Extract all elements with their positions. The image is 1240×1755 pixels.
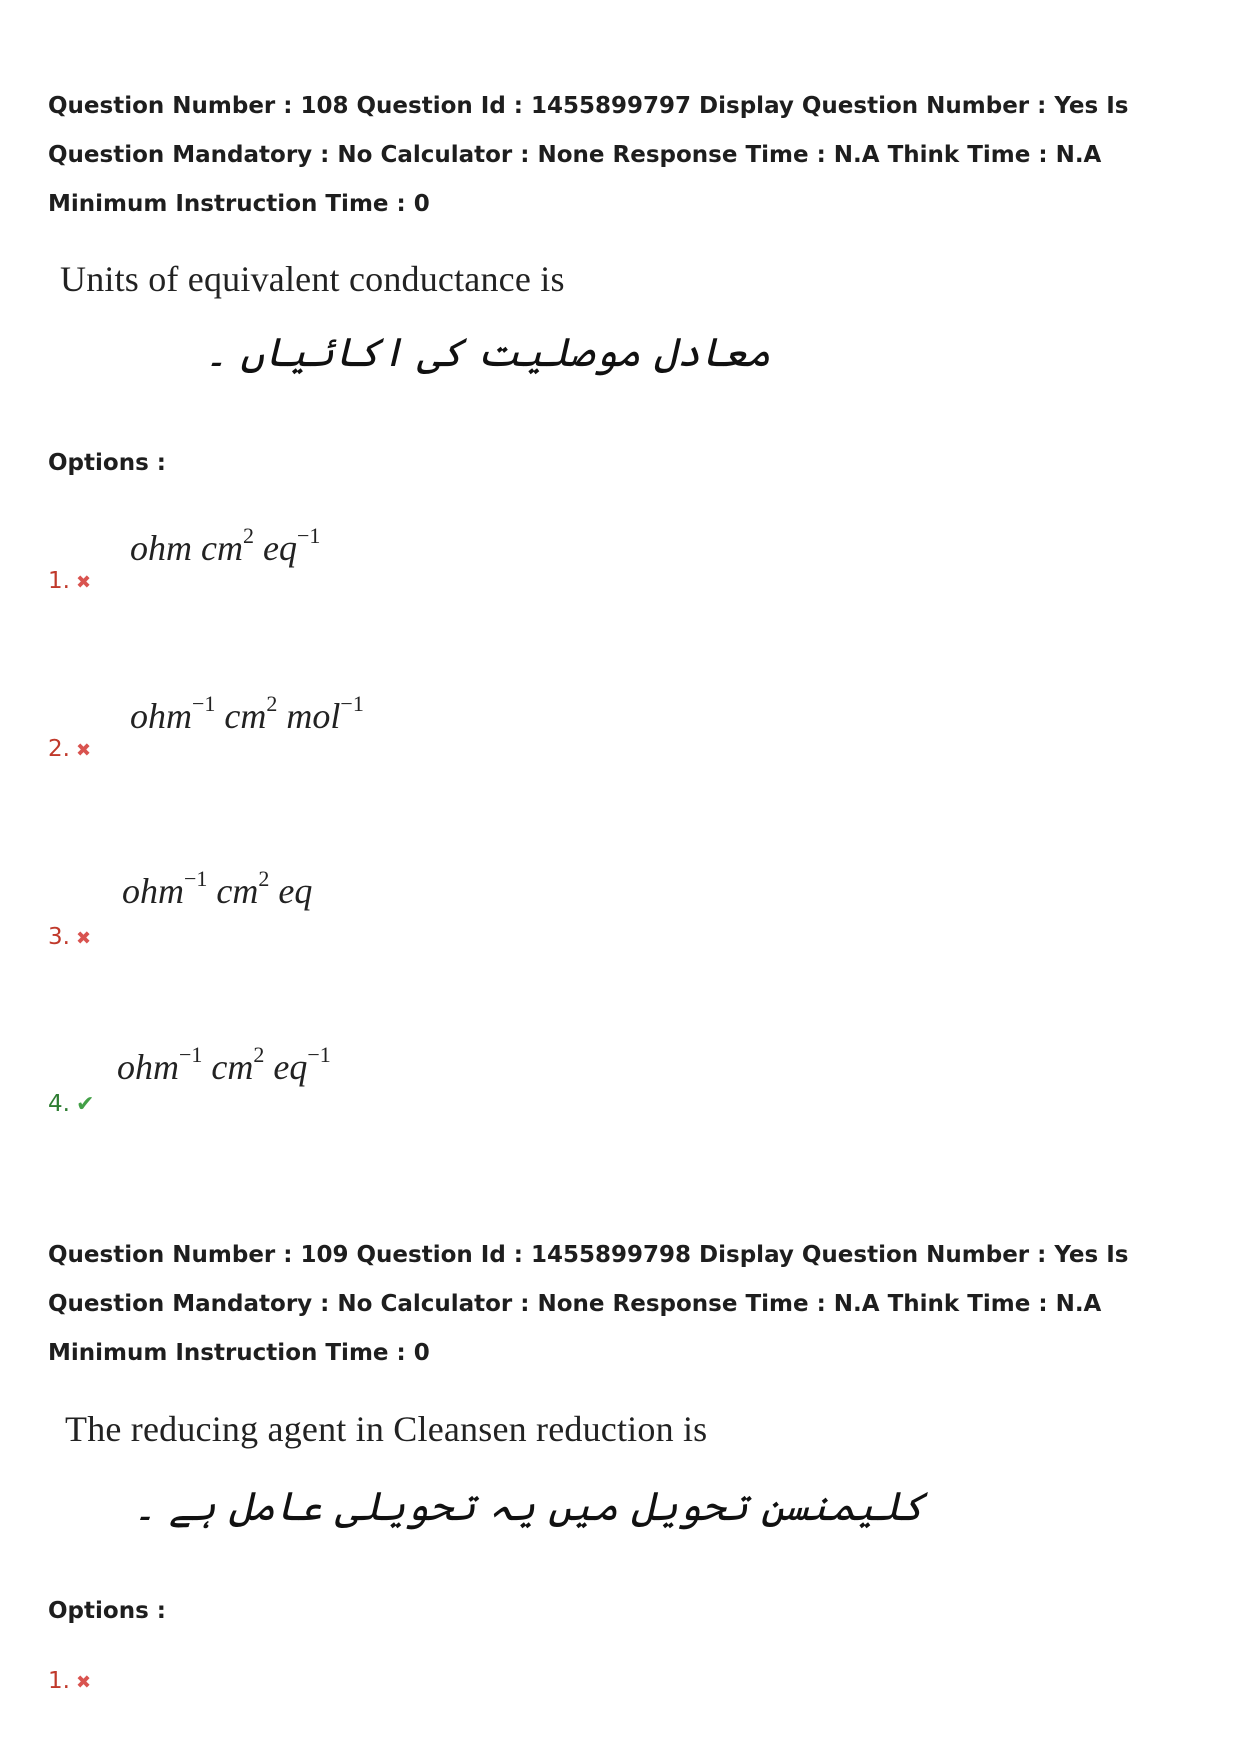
formula-exponent: −1 bbox=[296, 523, 321, 548]
options-label: Options : bbox=[48, 1598, 166, 1624]
question-text-urdu: کلیمنسن تحویل میں یہ تحویلی عامل ہے ۔ bbox=[132, 1484, 925, 1530]
option-number-text: 4. bbox=[48, 1091, 70, 1117]
formula-term: cm bbox=[201, 528, 243, 568]
formula-term: ohm bbox=[117, 1047, 179, 1087]
cross-icon: ✖ bbox=[75, 572, 92, 593]
option-number bbox=[48, 568, 91, 594]
formula-term: eq bbox=[273, 1047, 308, 1087]
cross-icon: ✖ bbox=[75, 740, 92, 761]
formula-term: cm bbox=[216, 871, 259, 911]
question-header: Question Number : 108 Question Id : 1455899797 Display Question Number : Yes Is Question Mandatory : No Calculator : None Response Time : N.A Think Time : N.A Minimum Instruction Time : 0 bbox=[48, 93, 1129, 217]
formula-exponent: 2 bbox=[258, 866, 270, 891]
formula-term: cm bbox=[224, 696, 267, 736]
formula-exponent: −1 bbox=[192, 691, 216, 716]
cross-icon: ✖ bbox=[75, 928, 92, 949]
check-icon: ✔ bbox=[75, 1092, 95, 1117]
question-header: Question Number : 109 Question Id : 1455899798 Display Question Number : Yes Is Question Mandatory : No Calculator : None Response Time : N.A Think Time : N.A Minimum Instruction Time : 0 bbox=[48, 1242, 1129, 1366]
formula-exponent: −1 bbox=[307, 1042, 331, 1067]
formula-exponent: −1 bbox=[184, 866, 208, 891]
options-label: Options : bbox=[48, 450, 166, 476]
question-text-english: The reducing agent in Cleansen reduction is bbox=[65, 1409, 708, 1449]
option-formula bbox=[122, 866, 313, 912]
option-number bbox=[48, 1668, 91, 1694]
formula-term: eq bbox=[278, 871, 313, 911]
formula-exponent: 2 bbox=[242, 523, 254, 548]
option-number bbox=[48, 736, 91, 762]
cross-icon: ✖ bbox=[75, 1672, 92, 1693]
formula-exponent: −1 bbox=[340, 691, 364, 716]
formula-exponent: 2 bbox=[266, 691, 278, 716]
question-text-english: Units of equivalent conductance is bbox=[60, 259, 565, 299]
formula-exponent: 2 bbox=[253, 1042, 265, 1067]
formula-term: ohm bbox=[122, 871, 184, 911]
option-formula bbox=[117, 1042, 331, 1088]
formula-term: eq bbox=[262, 528, 297, 568]
option-number-text: 1. bbox=[48, 1668, 70, 1694]
formula-term: cm bbox=[211, 1047, 254, 1087]
option-number-text: 1. bbox=[48, 568, 70, 594]
option-number bbox=[48, 1091, 94, 1117]
option-number bbox=[48, 924, 91, 950]
formula-exponent: −1 bbox=[179, 1042, 203, 1067]
option-number-text: 3. bbox=[48, 924, 70, 950]
formula-term: ohm bbox=[130, 528, 192, 568]
question-text-urdu: معادل موصلیت کی اکائیاں ۔ bbox=[204, 330, 771, 376]
option-formula bbox=[130, 691, 364, 737]
option-formula bbox=[130, 523, 321, 569]
formula-term: mol bbox=[286, 696, 341, 736]
option-number-text: 2. bbox=[48, 736, 70, 762]
formula-term: ohm bbox=[130, 696, 192, 736]
